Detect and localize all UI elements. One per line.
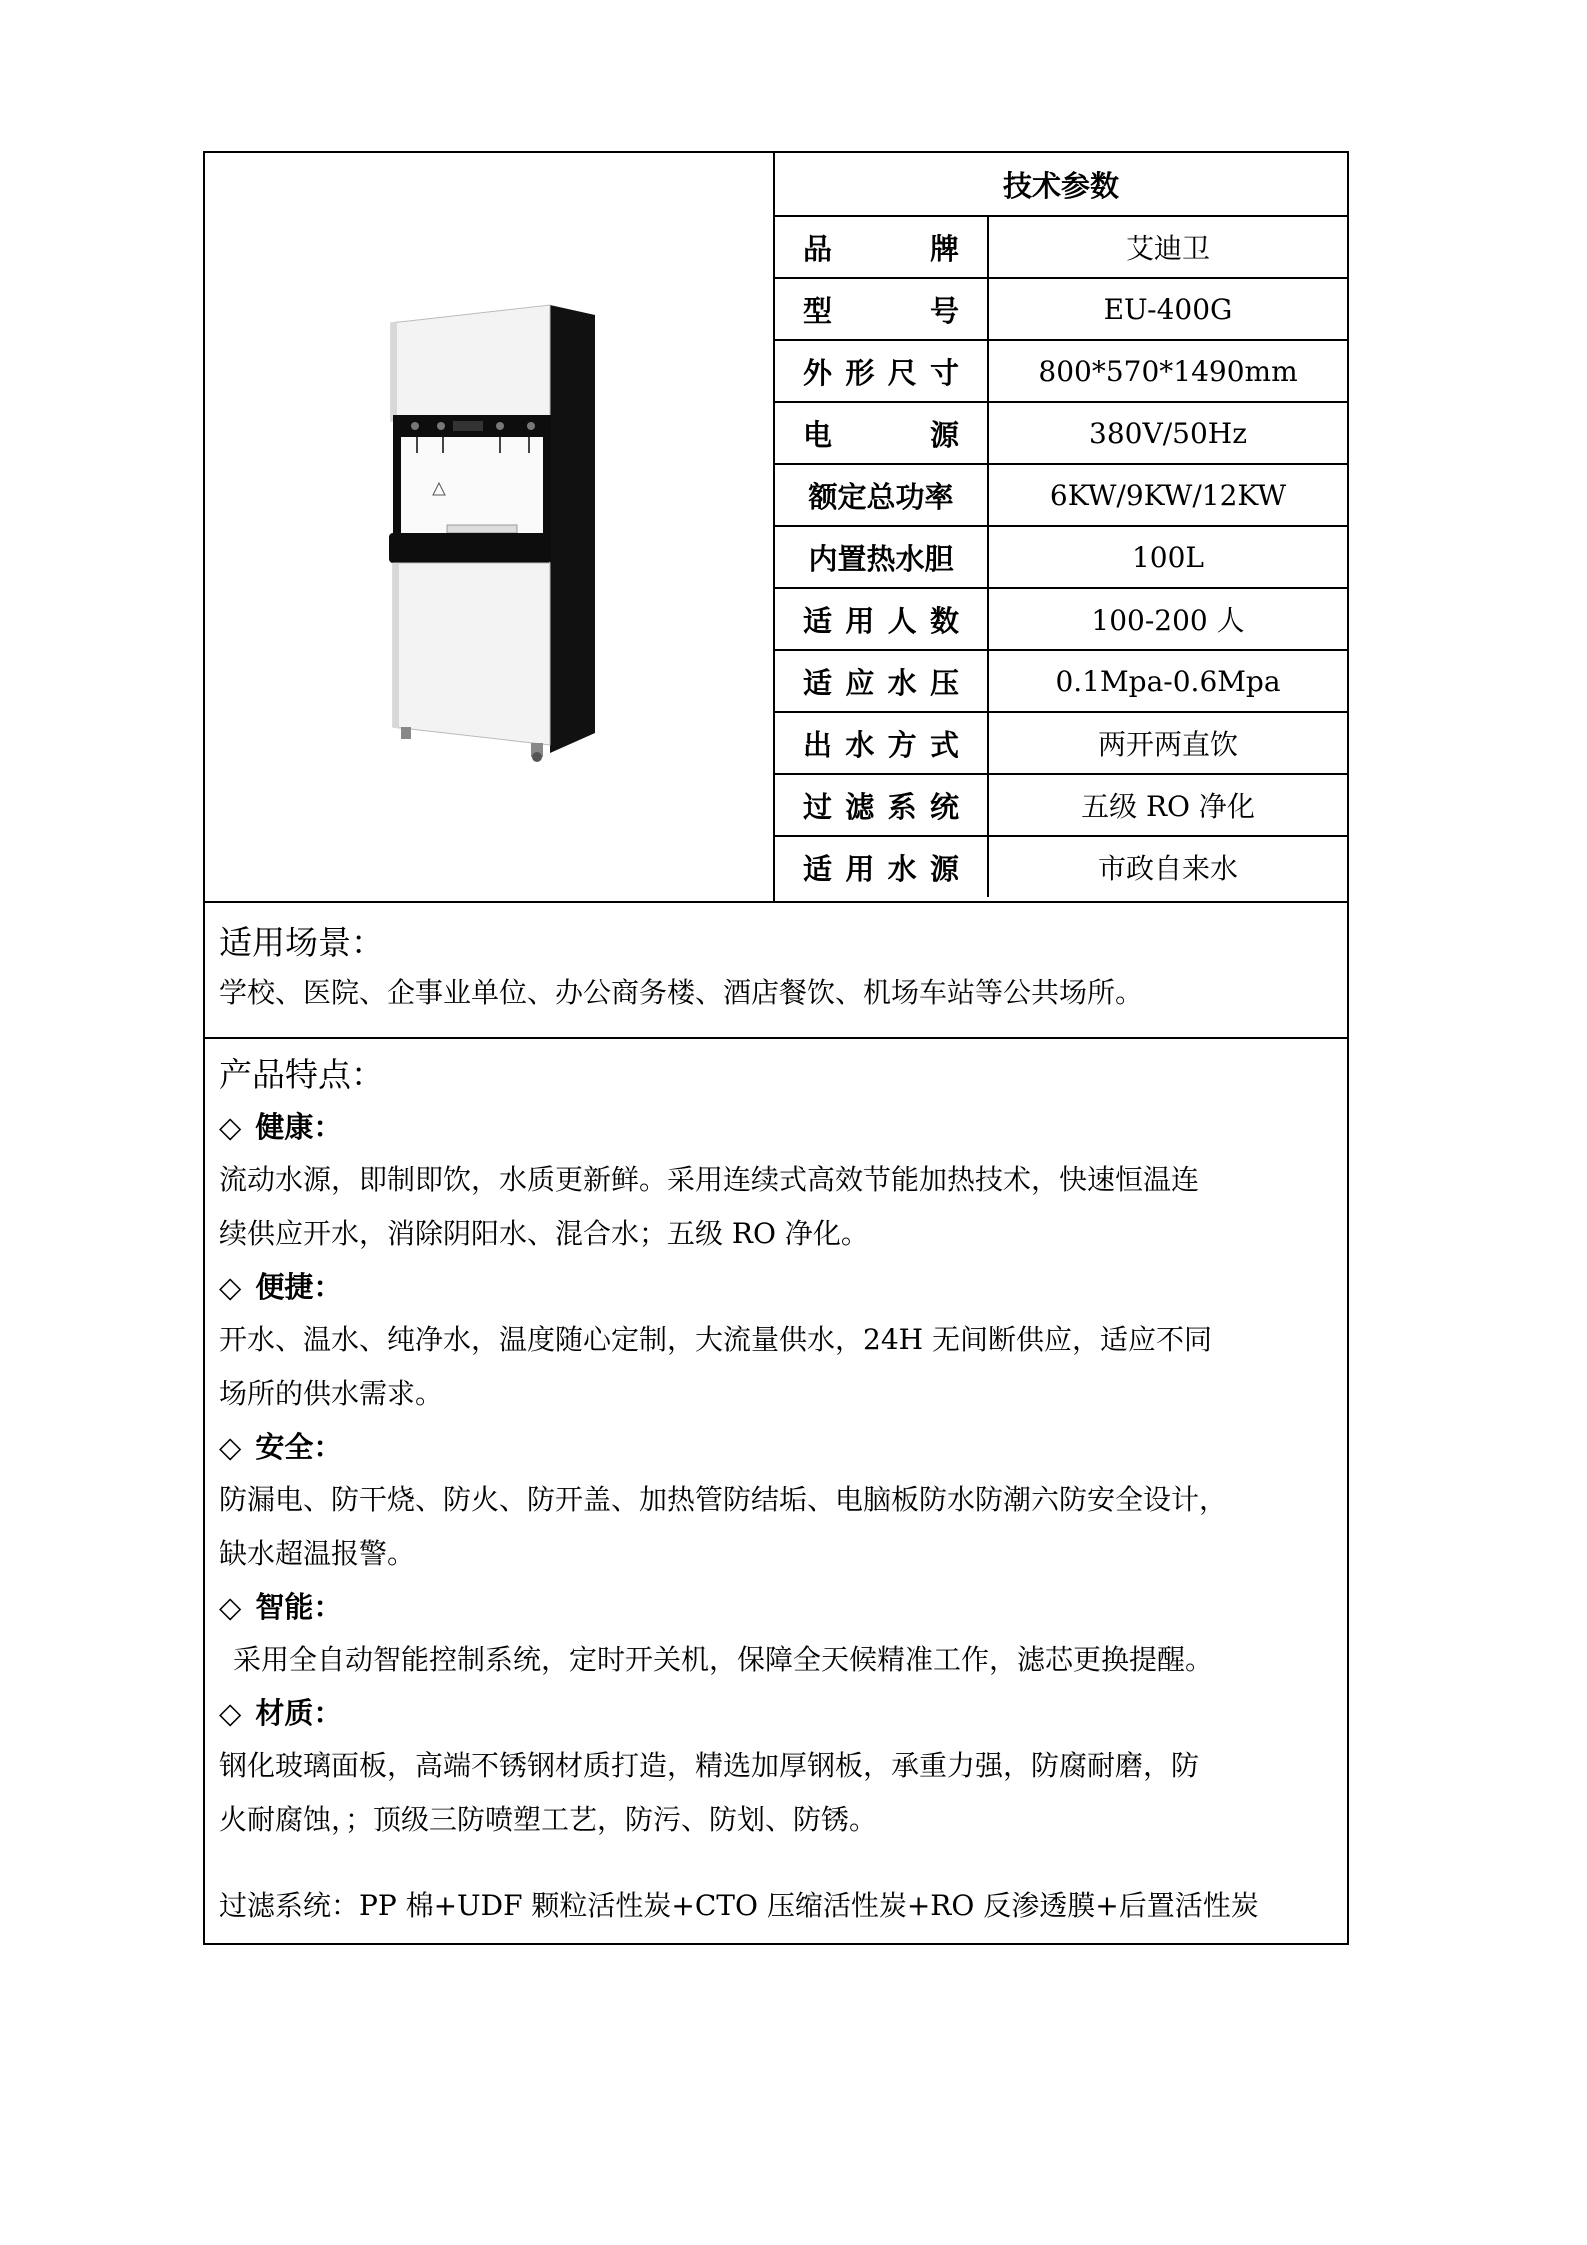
spec-label: 内置热水胆 xyxy=(775,527,989,587)
spec-value: 艾迪卫 xyxy=(1125,232,1210,265)
spec-row xyxy=(775,713,1347,775)
feature-text-line: 场所的供水需求。 xyxy=(219,1377,444,1410)
top-section xyxy=(205,153,1347,903)
spec-value: 6KW/9KW/12KW xyxy=(1049,478,1287,512)
features-heading: 产品特点： xyxy=(219,1055,384,1094)
spec-value: 市政自来水 xyxy=(1097,852,1238,885)
scenes-text: 学校、医院、企事业单位、办公商务楼、酒店餐饮、机场车站等公共场所。 xyxy=(219,976,1144,1009)
spec-value: 五级 RO 净化 xyxy=(1081,790,1255,823)
spec-value: 0.1Mpa-0.6Mpa xyxy=(1055,664,1281,698)
feature-title xyxy=(219,1101,1333,1153)
spec-label: 外 形 尺 寸 xyxy=(775,341,989,401)
filter-line: 过滤系统：PP 棉+UDF 颗粒活性炭+CTO 压缩活性炭+RO 反渗透膜+后置活性炭 xyxy=(219,1889,1259,1922)
spec-row xyxy=(775,837,1347,897)
spec-label: 适 用 人 数 xyxy=(775,589,989,649)
spec-table xyxy=(775,153,1347,901)
feature-title-text: 智能： xyxy=(255,1590,343,1624)
spec-value: 380V/50Hz xyxy=(1089,416,1247,450)
product-photo-cell xyxy=(205,153,775,901)
spec-row xyxy=(775,403,1347,465)
spec-label: 过 滤 系 统 xyxy=(775,775,989,835)
spacer xyxy=(219,1847,1333,1879)
spec-row xyxy=(775,465,1347,527)
spec-row xyxy=(775,279,1347,341)
spec-value: 800*570*1490mm xyxy=(1038,354,1298,388)
scenes-heading: 适用场景： xyxy=(219,923,384,962)
spec-row xyxy=(775,527,1347,589)
feature-list xyxy=(219,1101,1333,1847)
spec-value: EU-400G xyxy=(1103,292,1233,326)
spec-row xyxy=(775,775,1347,837)
feature-title-text: 便捷： xyxy=(255,1270,343,1304)
scenes-section xyxy=(205,903,1347,1039)
feature-text-line: 钢化玻璃面板，高端不锈钢材质打造，精选加厚钢板，承重力强，防腐耐磨，防 xyxy=(219,1749,1200,1782)
spec-row xyxy=(775,589,1347,651)
feature-title-text: 健康： xyxy=(255,1110,343,1144)
feature-title xyxy=(219,1687,1333,1739)
spec-label: 电 源 xyxy=(775,403,989,463)
spec-value: 100-200 人 xyxy=(1091,604,1245,637)
spec-label: 适 应 水 压 xyxy=(775,651,989,711)
spec-row xyxy=(775,217,1347,279)
feature-title-text: 材质： xyxy=(255,1696,343,1730)
feature-title-text: 安全： xyxy=(255,1430,343,1464)
water-dispenser-icon xyxy=(205,153,775,901)
diamond-icon: ◇ xyxy=(219,1110,242,1144)
diamond-icon: ◇ xyxy=(219,1430,242,1464)
spec-label: 额定总功率 xyxy=(775,465,989,525)
spec-rows xyxy=(775,217,1347,897)
features-section xyxy=(205,1039,1347,1943)
spec-label: 适 用 水 源 xyxy=(775,837,989,897)
feature-text-line: 开水、温水、纯净水，温度随心定制，大流量供水，24H 无间断供应，适应不同 xyxy=(219,1323,1212,1356)
feature-title xyxy=(219,1581,1333,1633)
feature-text-line: 火耐腐蚀，；顶级三防喷塑工艺，防污、防划、防锈。 xyxy=(219,1803,878,1836)
spec-table-title: 技术参数 xyxy=(775,153,1347,217)
feature-text-line: 流动水源，即制即饮，水质更新鲜。采用连续式高效节能加热技术，快速恒温连 xyxy=(219,1163,1200,1196)
spec-label: 出 水 方 式 xyxy=(775,713,989,773)
diamond-icon: ◇ xyxy=(219,1270,242,1304)
feature-title xyxy=(219,1421,1333,1473)
spec-value: 两开两直饮 xyxy=(1097,728,1238,761)
feature-title xyxy=(219,1261,1333,1313)
diamond-icon: ◇ xyxy=(219,1590,242,1624)
spec-value: 100L xyxy=(1131,540,1205,574)
spec-row xyxy=(775,651,1347,713)
spec-label: 型 号 xyxy=(775,279,989,339)
spec-label: 品 牌 xyxy=(775,217,989,277)
feature-text-line: 防漏电、防干烧、防火、防开盖、加热管防结垢、电脑板防水防潮六防安全设计， xyxy=(219,1483,1228,1516)
feature-text-line: 续供应开水，消除阴阳水、混合水；五级 RO 净化。 xyxy=(219,1217,869,1250)
feature-text-line: 缺水超温报警。 xyxy=(219,1537,416,1570)
spec-row xyxy=(775,341,1347,403)
diamond-icon: ◇ xyxy=(219,1696,242,1730)
feature-text-line: 采用全自动智能控制系统，定时开关机，保障全天候精准工作，滤芯更换提醒。 xyxy=(233,1643,1214,1676)
product-sheet xyxy=(203,151,1349,1945)
